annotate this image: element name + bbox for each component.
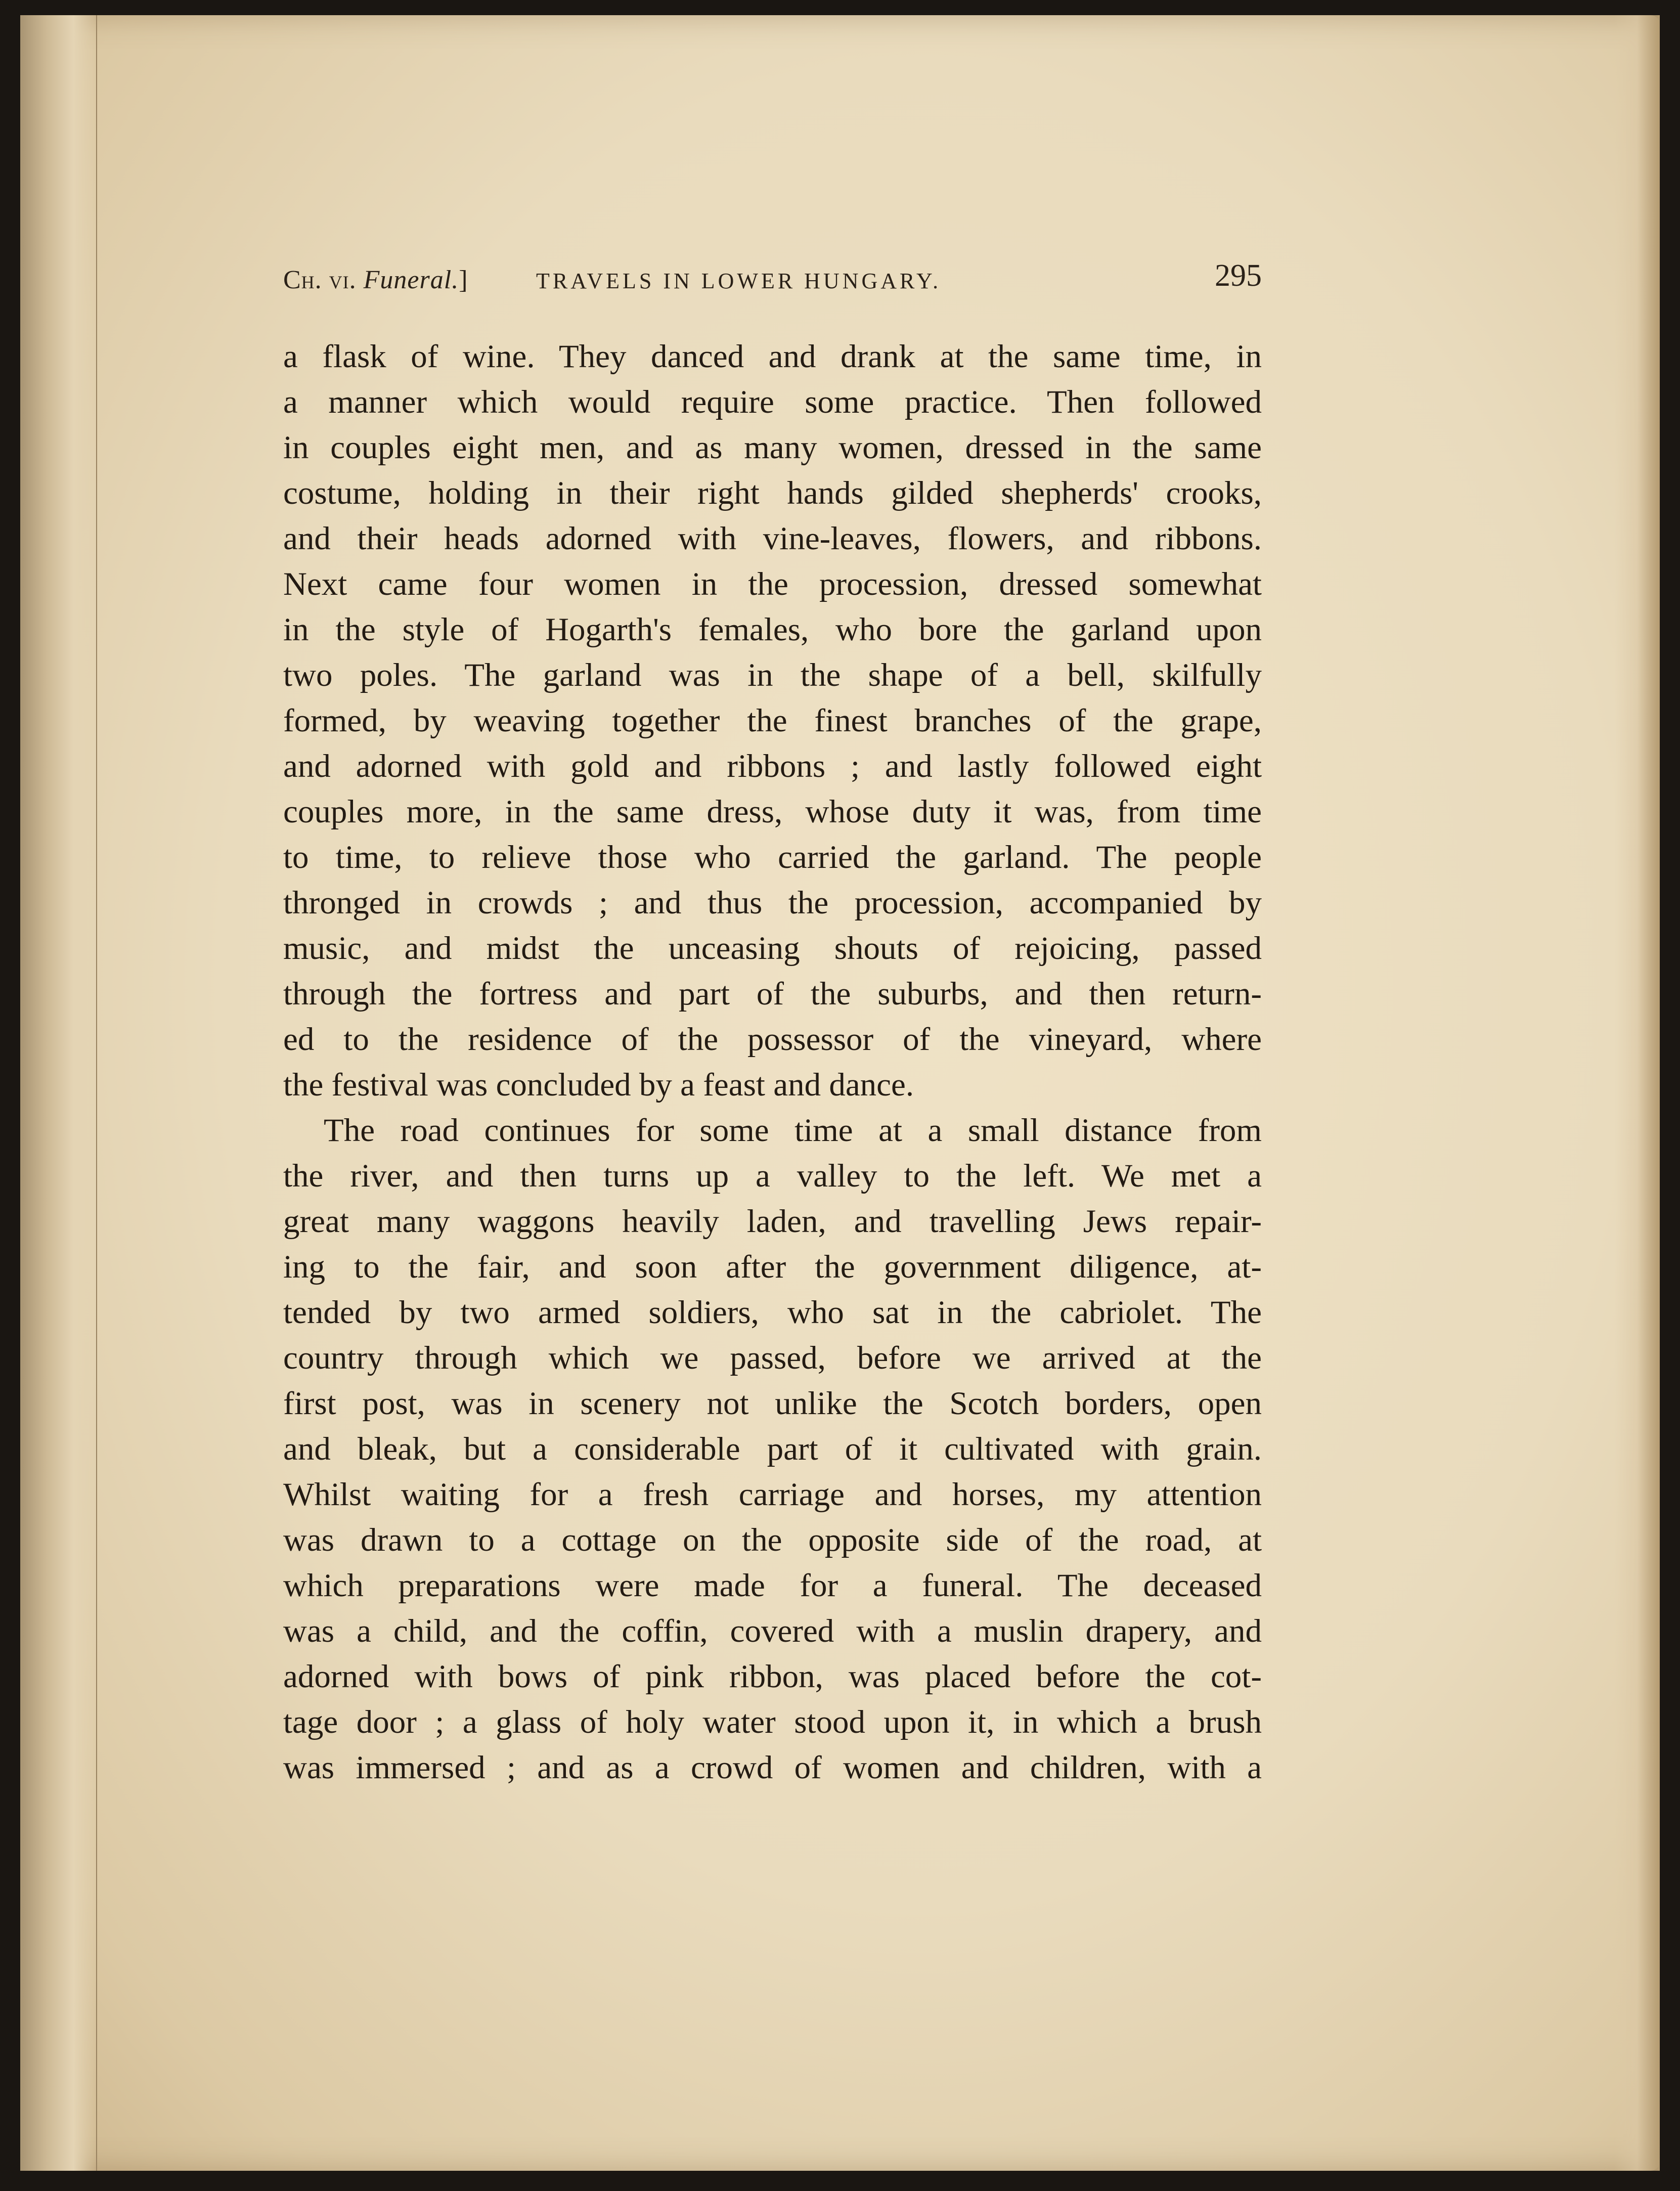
text-line: and adorned with gold and ribbons ; and lastly followed eight — [283, 748, 1262, 784]
text-line: Next came four women in the procession, dressed somewhat — [283, 566, 1262, 602]
text-line: to time, to relieve those who carried the garland. The people — [283, 839, 1262, 875]
text-line: tended by two armed soldiers, who sat in the cabriolet. The — [283, 1294, 1262, 1331]
text-line: Whilst waiting for a fresh carriage and horses, my attention — [283, 1476, 1262, 1513]
text-line: a manner which would require some practice. Then followed — [283, 384, 1262, 420]
text-line: was drawn to a cottage on the opposite side of the road, at — [283, 1522, 1262, 1558]
text-line: through the fortress and part of the suburbs, and then return- — [283, 976, 1262, 1012]
text-line: tage door ; a glass of holy water stood upon it, in which a brush — [283, 1704, 1262, 1740]
text-line: was a child, and the coffin, covered with a muslin drapery, and — [283, 1613, 1262, 1649]
text-line: great many waggons heavily laden, and travelling Jews repair- — [283, 1203, 1262, 1240]
chapter-label: Ch. vi. — [283, 266, 357, 294]
text-line: and bleak, but a considerable part of it cultivated with grain. — [283, 1431, 1262, 1467]
text-line: The road continues for some time at a small distance from — [324, 1112, 1262, 1149]
paragraph — [283, 1108, 1262, 1790]
text-line: adorned with bows of pink ribbon, was placed before the cot- — [283, 1658, 1262, 1695]
paragraph — [283, 334, 1262, 1108]
text-line: in couples eight men, and as many women, dressed in the same — [283, 429, 1262, 466]
text-line: ed to the residence of the possessor of the vineyard, where — [283, 1021, 1262, 1058]
running-head-chapter — [283, 265, 468, 295]
text-line: was immersed ; and as a crowd of women and children, with a — [283, 1749, 1262, 1786]
text-line: couples more, in the same dress, whose duty it was, from time — [283, 794, 1262, 830]
text-line: music, and midst the unceasing shouts of rejoicing, passed — [283, 930, 1262, 967]
binding-gutter — [20, 15, 97, 2171]
topic-label: Funeral. — [363, 266, 459, 294]
page-number: 295 — [1215, 258, 1262, 293]
text-line: the festival was concluded by a feast and dance. — [283, 1067, 914, 1103]
text-line: country through which we passed, before we arrived at the — [283, 1340, 1262, 1376]
text-line: formed, by weaving together the finest branches of the grape, — [283, 703, 1262, 739]
text-line: a flask of wine. They danced and drank at the same time, in — [283, 338, 1262, 375]
text-line: which preparations were made for a funeral. The deceased — [283, 1567, 1262, 1604]
text-line: first post, was in scenery not unlike the Scotch borders, open — [283, 1385, 1262, 1422]
running-title: TRAVELS IN LOWER HUNGARY. — [536, 269, 942, 293]
text-line: costume, holding in their right hands gilded shepherds' crooks, — [283, 475, 1262, 511]
text-line: two poles. The garland was in the shape of a bell, skilfully — [283, 657, 1262, 693]
text-line: in the style of Hogarth's females, who bore the garland upon — [283, 611, 1262, 648]
header-bracket: ] — [459, 266, 468, 294]
text-line: ing to the fair, and soon after the government diligence, at- — [283, 1249, 1262, 1285]
text-line: thronged in crowds ; and thus the procession, accompanied by — [283, 885, 1262, 921]
running-header — [283, 258, 1262, 303]
text-line: the river, and then turns up a valley to the left. We met a — [283, 1158, 1262, 1194]
body-text — [283, 334, 1262, 1790]
text-line: and their heads adorned with vine-leaves, flowers, and ribbons. — [283, 520, 1262, 557]
page-edge — [1614, 15, 1660, 2171]
